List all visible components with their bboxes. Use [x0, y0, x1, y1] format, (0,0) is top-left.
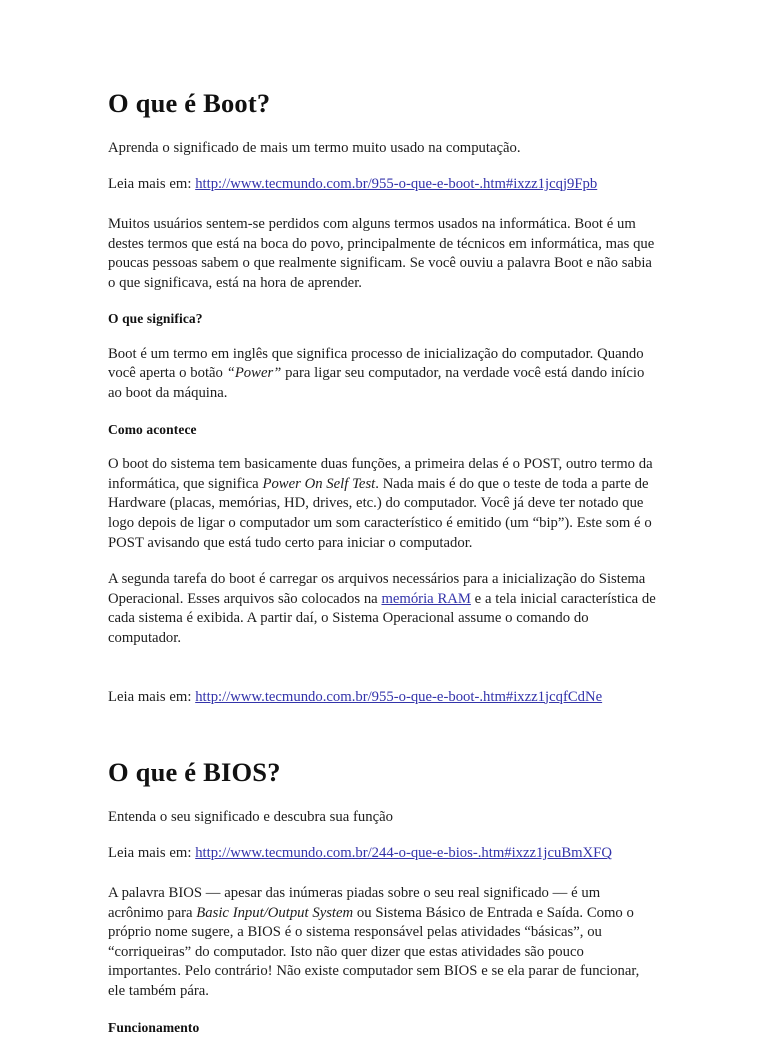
boot-read-more-label: Leia mais em: — [108, 176, 192, 193]
boot-intro-paragraph: Muitos usuários sentem-se perdidos com alguns termos usados na informática. Boot é um destes termos que está na boca do povo, principalmente de técnicos em informática, mas que poucas pessoas sabem o que realmente significam. Se você ouviu a palavra Boot e não sabia o que significava, está na hora de aprender. — [108, 215, 655, 291]
bios-read-more-line — [108, 844, 656, 864]
boot-meaning-emphasis-power: “Power” — [226, 365, 282, 382]
boot-heading-meaning: O que significa? — [108, 311, 203, 327]
page-title-bios: O que é BIOS? — [108, 757, 281, 788]
document-content — [108, 88, 656, 1053]
bios-read-more-label: Leia mais em: — [108, 845, 192, 862]
boot-second-task-text-1: A segunda tarefa do boot é carregar os arquivos necessários para a inicialização do Sistema Operacional. Esses arquivos são colocados na — [108, 571, 646, 607]
boot-meaning-text-1: Boot é um termo em inglês que significa processo de inicialização do computador. Quando você aperta o botão — [108, 345, 644, 382]
boot-how-emphasis-post: Power On Self Test — [262, 475, 376, 492]
boot-meaning-text-2: para ligar seu computador, na verdade você está dando início ao boot da máquina. — [108, 365, 645, 402]
boot-second-task-text-2: e a tela inicial característica de cada sistema é exibida. A partir daí, o Sistema Operacional assume o comando do computador. — [108, 590, 656, 646]
boot-read-more-link[interactable]: http://www.tecmundo.com.br/955-o-que-e-boot-.htm#ixzz1jcqj9Fpb — [195, 176, 598, 193]
spacer-before-boot-footer-link — [108, 666, 656, 688]
bios-read-more-link[interactable]: http://www.tecmundo.com.br/244-o-que-e-bios-.htm#ixzz1jcuBmXFQ — [195, 845, 612, 862]
boot-heading-how-it-happens: Como acontece — [108, 421, 197, 437]
boot-how-text-2: . Nada mais é do que o teste de toda a parte de Hardware (placas, memórias, HD, drives, etc.) do computador. Você já deve ter notado que logo depois de ligar o computador um som característico é emitido (um “bip”). Este som é o POST avisando que está tudo certo para iniciar o computador. — [108, 475, 652, 551]
boot-footer-read-more-label: Leia mais em: — [108, 688, 192, 705]
boot-meaning-paragraph — [108, 345, 656, 404]
page-title-boot: O que é Boot? — [108, 88, 271, 118]
bios-intro-text-1: A palavra BIOS — apesar das inúmeras piadas sobre o seu real significado — é um acrônimo para — [108, 885, 601, 921]
boot-second-task-paragraph — [108, 570, 656, 648]
bios-intro-paragraph — [108, 884, 656, 1002]
bios-intro-text-2: ou Sistema Básico de Entrada e Saída. Como o próprio nome sugere, a BIOS é o sistema responsável pelas atividades “básicas”, ou “corriqueiras” do computador. Isto não quer dizer que estas atividades são pouco importantes. Pelo contrário! Não existe computador sem BIOS e se ela parar de funcionar, ele também pára. — [108, 904, 640, 999]
bios-subtitle: Entenda o seu significado e descubra sua função — [108, 808, 393, 825]
boot-read-more-line — [108, 175, 656, 195]
boot-footer-read-more-link[interactable]: http://www.tecmundo.com.br/955-o-que-e-boot-.htm#ixzz1jcqfCdNe — [195, 688, 603, 705]
boot-how-paragraph — [108, 455, 656, 553]
bios-intro-emphasis-acronym: Basic Input/Output System — [196, 904, 354, 921]
bios-heading-operation: Funcionamento — [108, 1019, 200, 1035]
boot-subtitle: Aprenda o significado de mais um termo muito usado na computação. — [108, 139, 521, 156]
spacer-between-sections — [108, 727, 656, 757]
boot-footer-read-more-line — [108, 688, 656, 708]
boot-how-text-1: O boot do sistema tem basicamente duas funções, a primeira delas é o POST, outro termo da informática, que significa — [108, 456, 653, 492]
memoria-ram-link[interactable]: memória RAM — [381, 590, 471, 607]
